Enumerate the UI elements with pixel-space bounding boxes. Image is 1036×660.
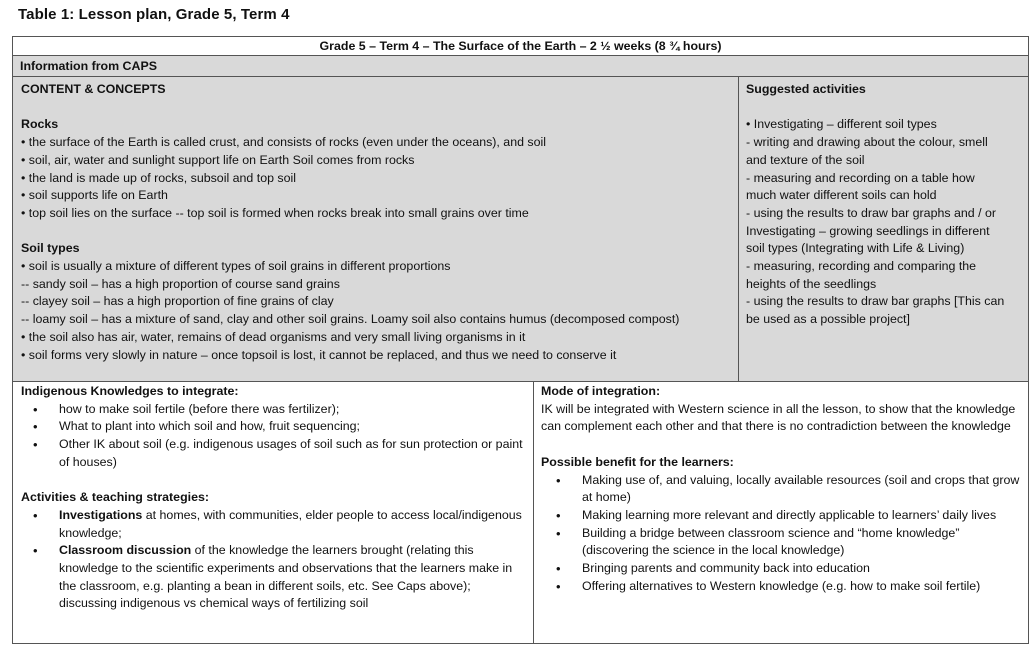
- rocks-title: Rocks: [21, 117, 59, 132]
- ik-item: • how to make soil fertile (before there was fertilizer);: [59, 401, 525, 419]
- strategy-bold: Investigations: [59, 507, 143, 522]
- content-concepts-cell: [13, 77, 739, 382]
- activity-line: be used as a possible project]: [746, 312, 910, 327]
- benefit-item: • Making use of, and valuing, locally available resources (soil and crops that grow at home): [582, 472, 1024, 507]
- table-caption: Table 1: Lesson plan, Grade 5, Term 4: [18, 6, 290, 23]
- benefit-item: • Offering alternatives to Western knowledge (e.g. how to make soil fertile): [582, 578, 1024, 596]
- indigenous-knowledge-cell: [13, 382, 534, 643]
- table-heading: Grade 5 – Term 4 – The Surface of the Earth – 2 ½ weeks (8 ¾ hours): [13, 37, 1028, 56]
- ik-title: Indigenous Knowledges to integrate:: [21, 384, 239, 398]
- strategy-text: at homes, with communities, elder people to access local/indigenous knowledge;: [59, 507, 522, 540]
- info-from-caps-label: Information from CAPS: [13, 56, 1028, 77]
- rocks-line: • the surface of the Earth is called crust, and consists of rocks (even under the oceans), and soil: [21, 135, 547, 150]
- activity-line: - measuring, recording and comparing the: [746, 259, 977, 274]
- mode-title: Mode of integration:: [541, 384, 661, 398]
- lesson-plan-table: [12, 36, 1029, 644]
- ik-list: [21, 401, 525, 472]
- strategy-bold: Classroom discussion: [59, 543, 192, 558]
- benefit-item: • Bringing parents and community back into education: [582, 560, 1024, 578]
- activity-line: - using the results to draw bar graphs [This can: [746, 294, 1005, 309]
- rocks-line: • top soil lies on the surface -- top soil is formed when rocks break into small grains over time: [21, 205, 529, 220]
- rocks-line: • the land is made up of rocks, subsoil and top soil: [21, 170, 297, 185]
- activity-line: and texture of the soil: [746, 152, 865, 167]
- activity-line: much water different soils can hold: [746, 188, 937, 203]
- ik-item: • Other IK about soil (e.g. indigenous usages of soil such as for sun protection or paint of houses): [59, 436, 525, 471]
- suggested-activities-cell: [739, 77, 1028, 382]
- mode-of-integration-cell: [534, 382, 1028, 643]
- activity-line: heights of the seedlings: [746, 276, 877, 291]
- soil-line: -- loamy soil – has a mixture of sand, clay and other soil grains. Loamy soil also contains humus (decomposed compost): [21, 312, 680, 327]
- strategies-title: Activities & teaching strategies:: [21, 490, 209, 505]
- strategy-item: [59, 507, 525, 542]
- soil-types-title: Soil types: [21, 241, 80, 256]
- soil-line: • soil is usually a mixture of different types of soil grains in different proportions: [21, 259, 451, 273]
- strategies-list: [21, 507, 525, 613]
- activity-line: soil types (Integrating with Life & Living): [746, 241, 965, 256]
- content-concepts-title: CONTENT & CONCEPTS: [21, 82, 166, 96]
- soil-line: • soil forms very slowly in nature – once topsoil is lost, it cannot be replaced, and thus we need to conserve it: [21, 347, 617, 362]
- benefit-item: • Making learning more relevant and directly applicable to learners’ daily lives: [582, 507, 1024, 525]
- rocks-line: • soil, air, water and sunlight support life on Earth Soil comes from rocks: [21, 152, 415, 167]
- soil-line: • the soil also has air, water, remains of dead organisms and very small living organisms in it: [21, 329, 526, 344]
- mode-text: IK will be integrated with Western science in all the lesson, to show that the knowledge can complement each other and that there is no contradiction between the knowledge: [541, 401, 1016, 434]
- activity-line: - using the results to draw bar graphs and / or: [746, 205, 997, 220]
- soil-line: -- clayey soil – has a high proportion of fine grains of clay: [21, 294, 334, 309]
- soil-line: -- sandy soil – has a high proportion of course sand grains: [21, 276, 340, 291]
- strategy-text: of the knowledge the learners brought (relating this knowledge to the scientific experiments and observations that the learners make in the classroom, e.g. planting a bean in different soils, etc. See Caps above); discussing indigenous vs chemical ways of fertilizing soil: [59, 543, 513, 611]
- activity-line: - writing and drawing about the colour, smell: [746, 135, 988, 150]
- rocks-line: • soil supports life on Earth: [21, 188, 168, 203]
- strategy-item: [59, 542, 525, 613]
- benefit-title: Possible benefit for the learners:: [541, 454, 734, 469]
- activity-line: • Investigating – different soil types: [746, 117, 937, 132]
- benefit-item: • Building a bridge between classroom science and “home knowledge” (discovering the science in the local knowledge): [582, 525, 1024, 560]
- ik-item: • What to plant into which soil and how, fruit sequencing;: [59, 418, 525, 436]
- benefit-list: [541, 472, 1024, 596]
- suggested-activities-title: Suggested activities: [746, 82, 866, 96]
- activity-line: - measuring and recording on a table how: [746, 170, 975, 185]
- activity-line: Investigating – growing seedlings in different: [746, 223, 990, 238]
